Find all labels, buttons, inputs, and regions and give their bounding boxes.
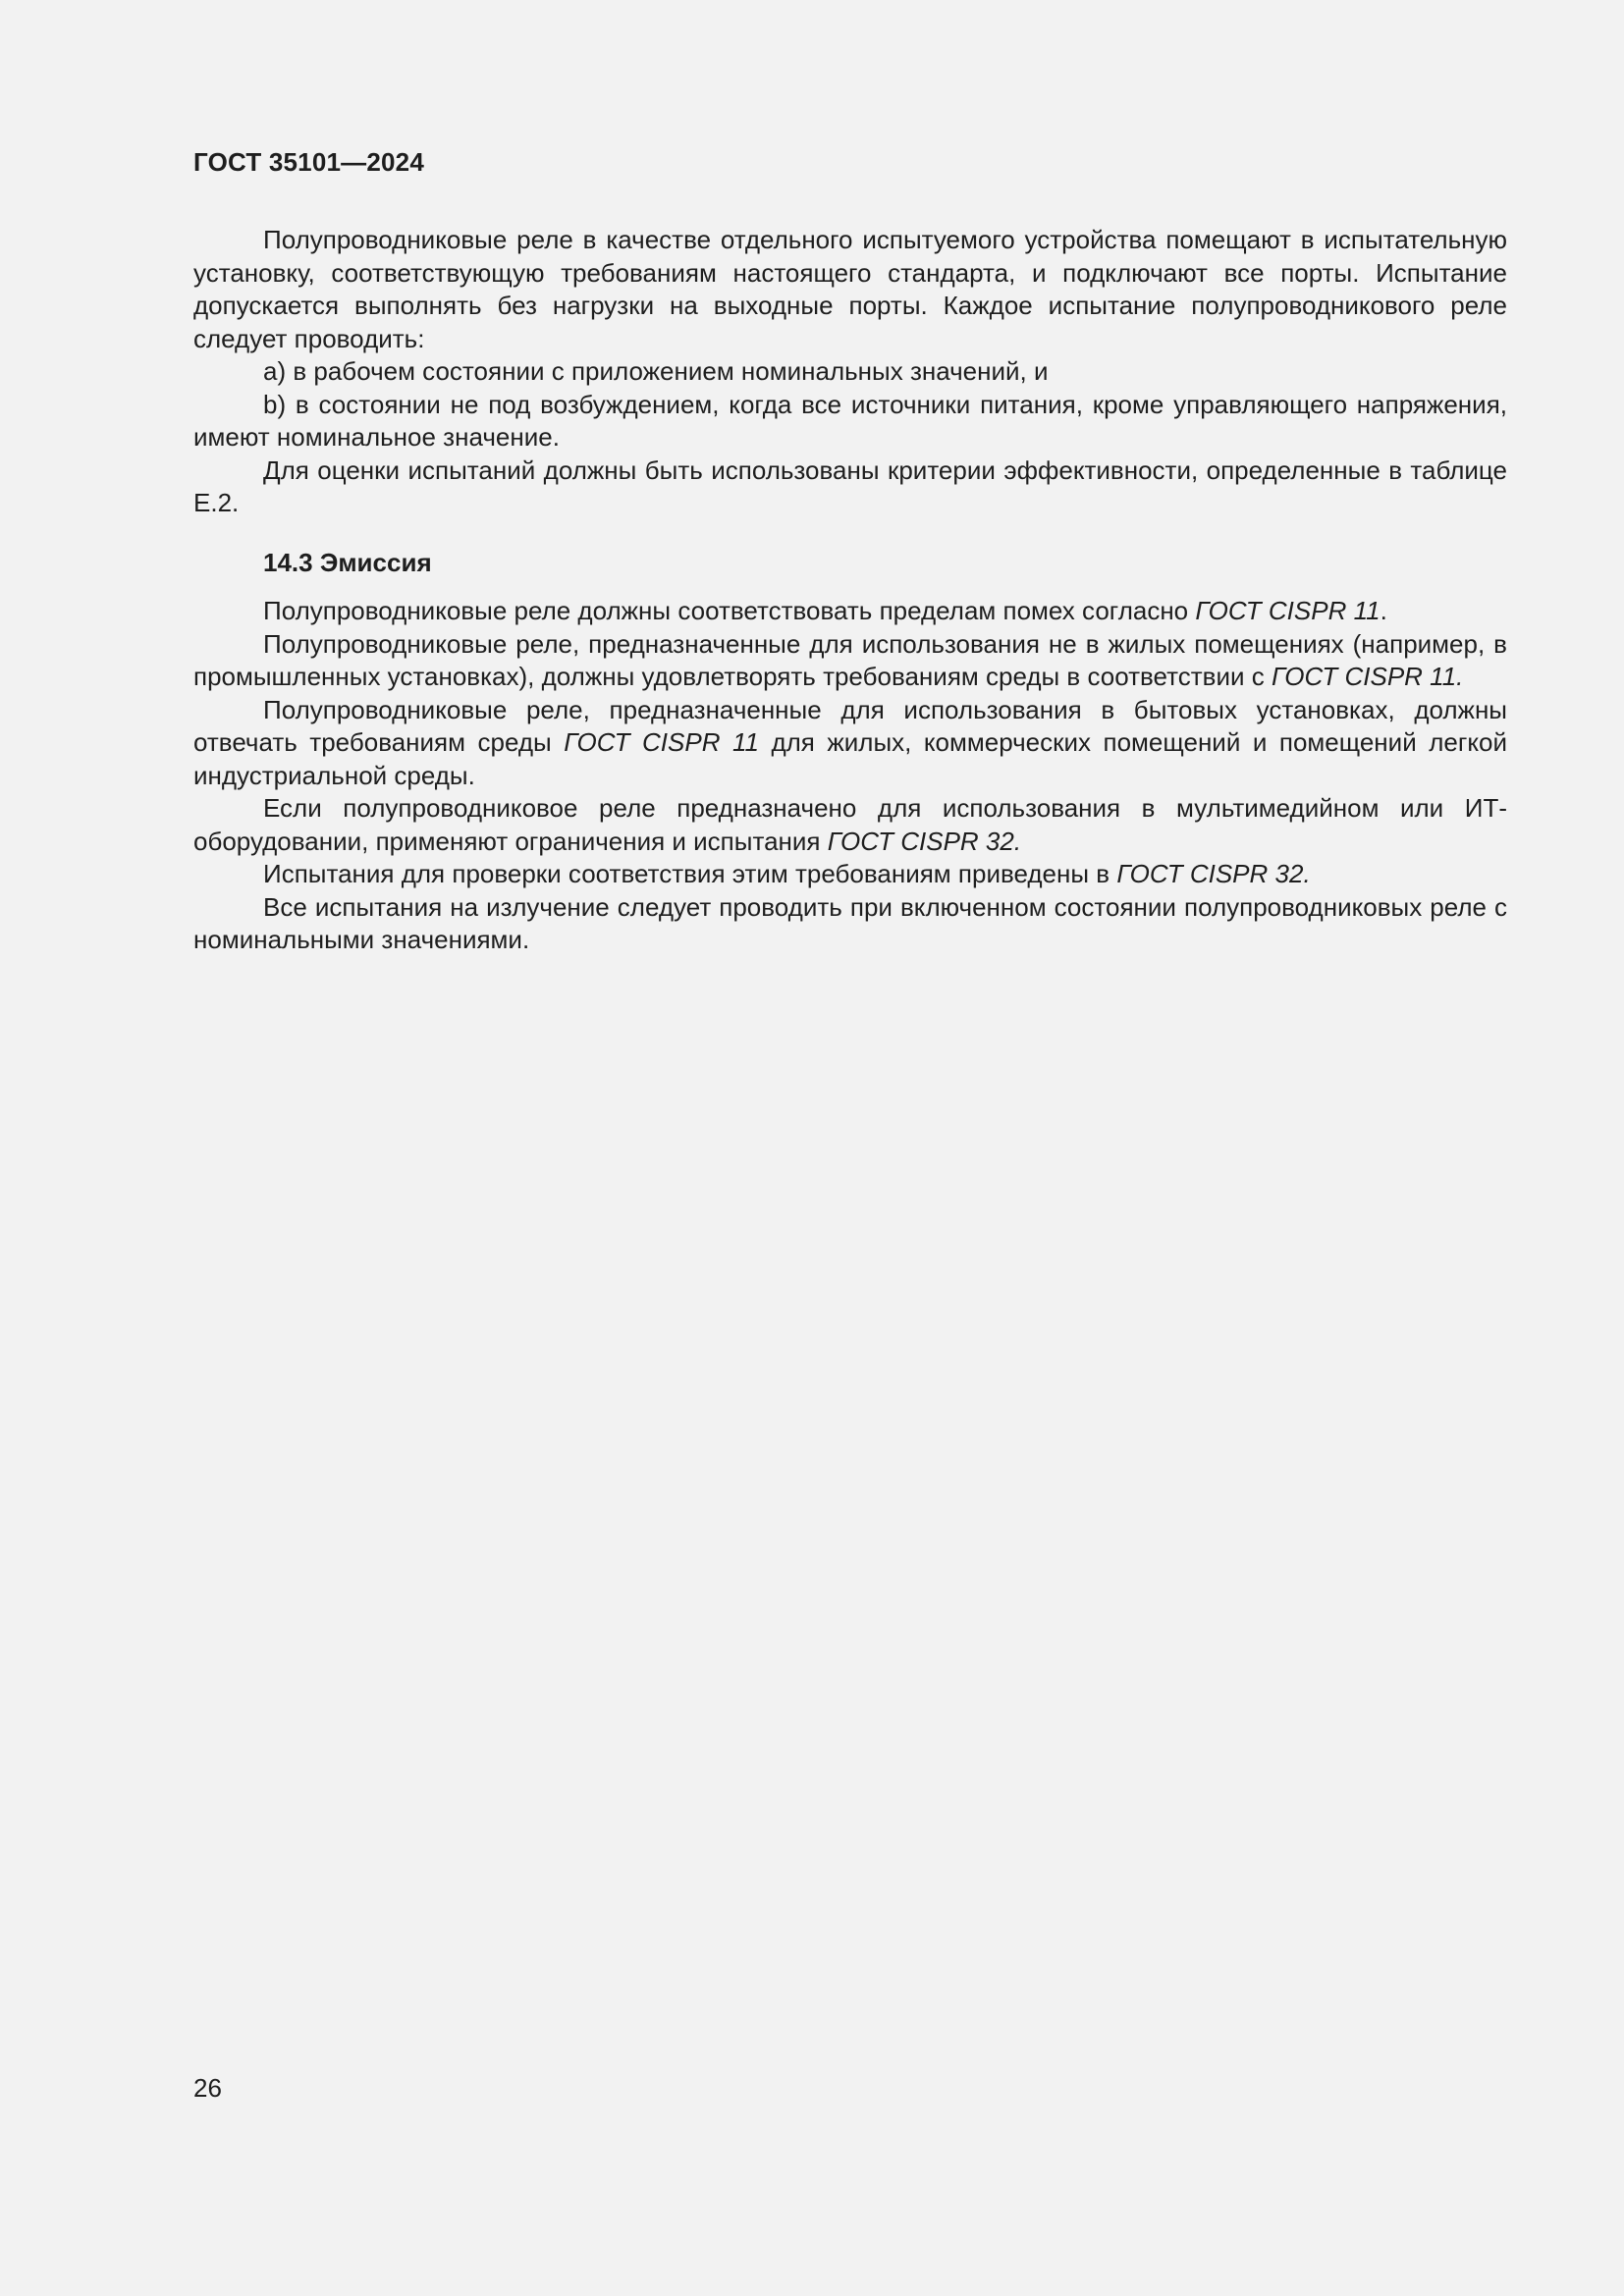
- emission-paragraph-2: Полупроводниковые реле, предназначенные для использования не в жилых помещениях (например, в промышленных установках), должны удовлетворять требованиям среды в соответствии с ГОСТ CISPR 11.: [193, 628, 1507, 691]
- emission-paragraph-3: Полупроводниковые реле, предназначенные для использования в бытовых установках, должны отвечать требованиям среды ГОСТ CISPR 11 для жилых, коммерческих помещений и помещений легкой индустриальной среды.: [193, 694, 1507, 790]
- standard-reference: ГОСТ CISPR 32.: [1116, 859, 1311, 888]
- standard-reference: ГОСТ CISPR 32.: [827, 826, 1022, 856]
- standard-reference: ГОСТ CISPR 11.: [1271, 662, 1464, 691]
- standard-reference: ГОСТ CISPR 11: [1195, 596, 1380, 625]
- emission-p1-text: Полупроводниковые реле должны соответствовать пределам помех согласно: [263, 596, 1196, 625]
- emission-paragraph-6: Все испытания на излучение следует проводить при включенном состоянии полупроводниковых реле с номинальными значениями.: [193, 891, 1507, 954]
- list-item-a: a) в рабочем состоянии с приложением номинальных значений, и: [263, 356, 1049, 386]
- emission-paragraph-4: Если полупроводниковое реле предназначено для использования в мультимедийном или ИТ-оборудовании, применяют ограничения и испытания ГОСТ CISPR 32.: [193, 793, 1507, 856]
- emission-paragraph-1: Полупроводниковые реле должны соответствовать пределам помех согласно ГОСТ CISPR 11.: [263, 596, 1387, 625]
- standard-reference: ГОСТ CISPR 11: [564, 727, 759, 757]
- document-code: ГОСТ 35101—2024: [193, 147, 424, 177]
- list-item-b: b) в состоянии не под возбуждением, когда все источники питания, кроме управляющего напряжения, имеют номинальное значение.: [193, 389, 1507, 452]
- document-body: [193, 224, 1507, 957]
- intro-paragraph: Полупроводниковые реле в качестве отдельного испытуемого устройства помещают в испытательную установку, соответствующую требованиям настоящего стандарта, и подключают все порты. Испытание допускается выполнять без нагрузки на выходные порты. Каждое испытание полупроводникового реле следует проводить:: [193, 225, 1507, 353]
- criteria-paragraph: Для оценки испытаний должны быть использованы критерии эффективности, определенные в таблице Е.2.: [193, 454, 1507, 517]
- emission-paragraph-5: Испытания для проверки соответствия этим требованиям приведены в ГОСТ CISPR 32.: [263, 859, 1311, 888]
- section-title: 14.3 Эмиссия: [263, 547, 432, 577]
- page-number: 26: [193, 2073, 222, 2103]
